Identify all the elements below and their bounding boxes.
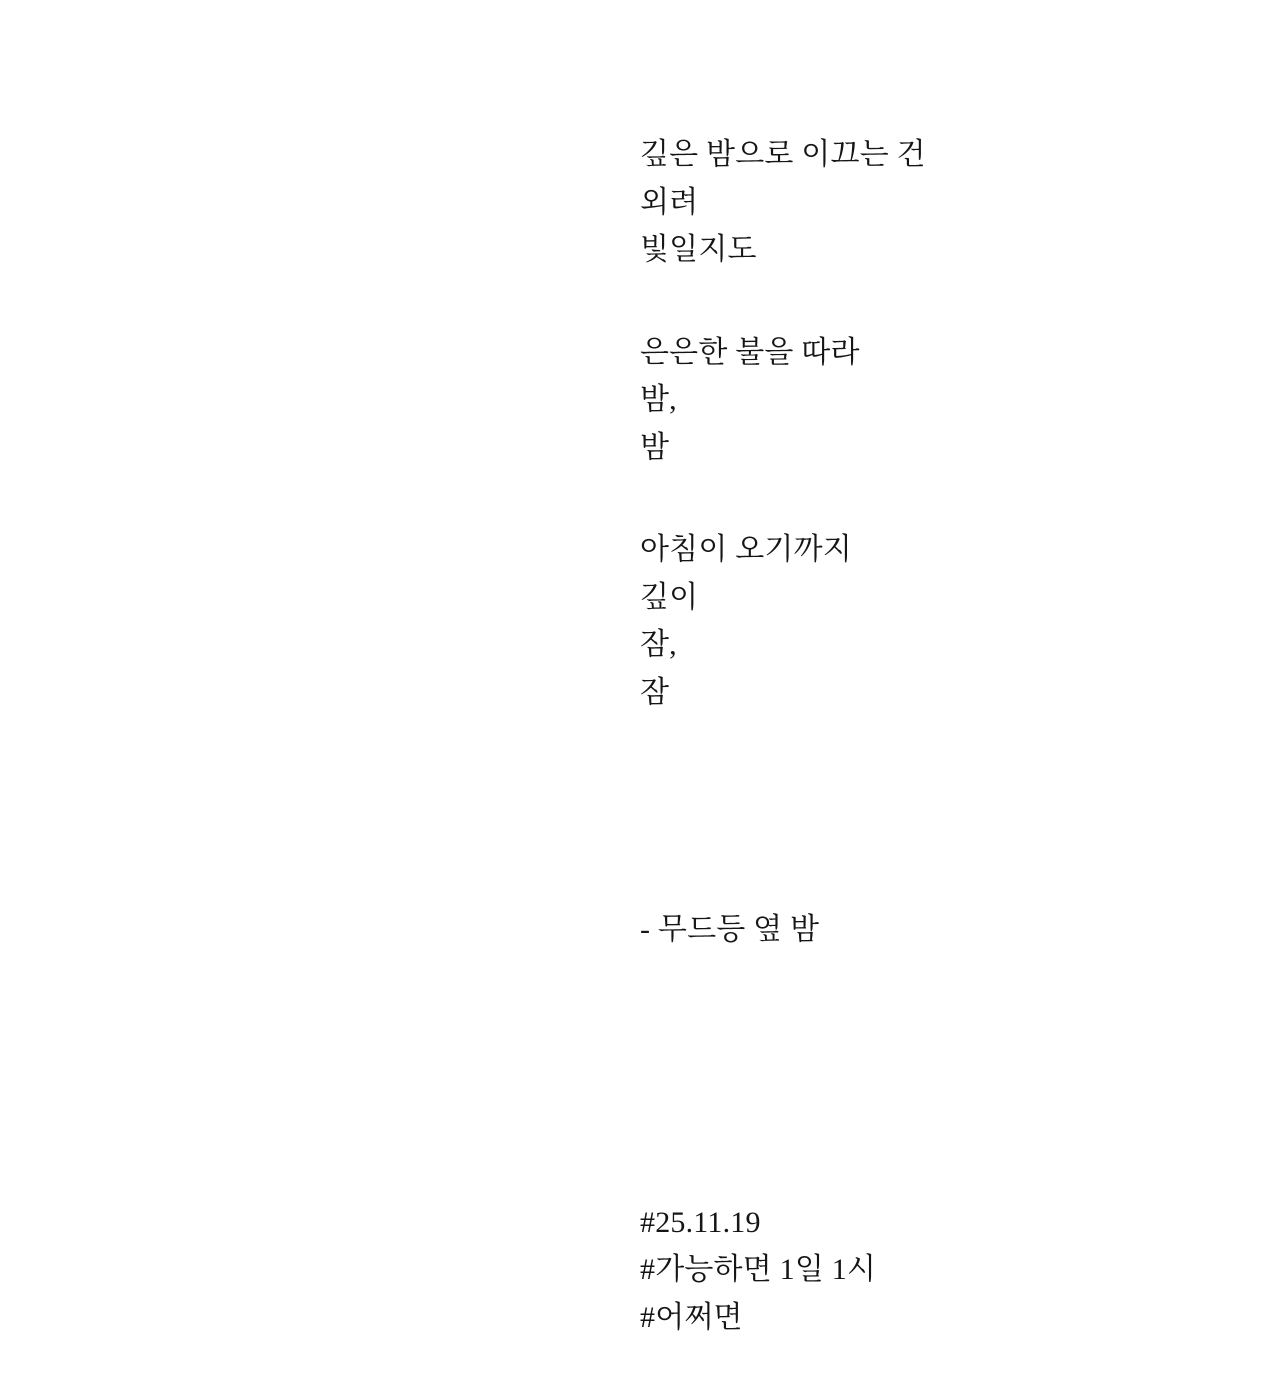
poem-signature: - 무드등 옆 밤: [640, 913, 820, 946]
poem-line: 깊이: [640, 580, 699, 614]
poem-stanza: [640, 526, 926, 716]
poem-stanza: [640, 329, 926, 472]
poem-line: 빛일지도: [640, 233, 757, 266]
poem-line: 은은한 불을 따라: [640, 335, 860, 369]
hashtag-block: [640, 1199, 926, 1342]
poem-line: 아침이 오기까지: [640, 533, 852, 566]
hashtag-line: #25.11.19: [640, 1205, 761, 1239]
poem-body: [640, 131, 926, 716]
poem-line: 밤: [640, 430, 670, 464]
poem-line: 밤,: [640, 383, 677, 416]
poem-signature-stanza: [640, 811, 926, 1049]
poem-stanza: [640, 131, 926, 274]
poem-line: 깊은 밤으로 이끄는 건: [640, 138, 926, 171]
hashtag-line: #가능하면 1일 1시: [640, 1253, 877, 1286]
poem-line: 잠,: [640, 628, 677, 661]
poem-line: 잠: [640, 675, 670, 709]
poem-line: 외려: [640, 185, 699, 219]
hashtag-line: #어쩌면: [640, 1300, 743, 1334]
poem: [640, 36, 926, 1389]
